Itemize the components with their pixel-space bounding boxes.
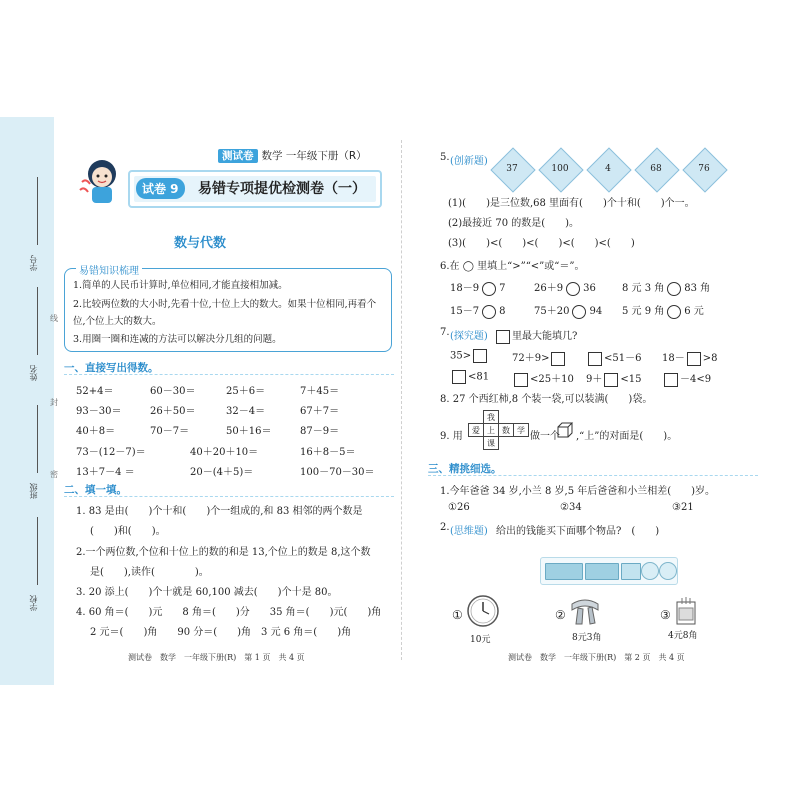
net-cell: 爱 <box>469 424 484 437</box>
choice1-option[interactable]: ①26 <box>448 502 470 513</box>
q5-line[interactable]: (1)( )是三位数,68 里面有( )个十和( )个一。 <box>448 198 695 209</box>
q9-tail[interactable]: ,“上”的对面是( )。 <box>576 431 678 442</box>
calc-item[interactable]: 7＋45＝ <box>300 386 340 397</box>
calc-item[interactable]: 40＋20＋10＝ <box>190 447 259 458</box>
answer-box[interactable] <box>551 352 565 366</box>
compare-circle[interactable] <box>667 282 681 296</box>
scarf-icon <box>568 594 602 626</box>
calc-item[interactable]: 52+4＝ <box>76 386 114 397</box>
item-mark[interactable]: ③ <box>660 608 671 622</box>
net-cell: 学 <box>514 424 529 437</box>
money-display <box>540 557 678 585</box>
calc-item[interactable]: 70－7＝ <box>150 426 190 437</box>
q9-post: 做一个 <box>530 431 560 442</box>
compare-item[interactable]: 26＋9 36 <box>534 283 596 294</box>
q5-line[interactable]: (2)最接近 70 的数是( )。 <box>448 218 580 229</box>
compare-circle[interactable] <box>566 282 580 296</box>
net-cell: 数 <box>499 424 514 437</box>
choice1-text[interactable]: 1.今年爸爸 34 岁,小兰 8 岁,5 年后爸爸和小兰相差( )岁。 <box>440 486 716 497</box>
tip-title: 易错知识梳理 <box>76 262 142 277</box>
bill-icon <box>545 563 583 580</box>
max-fill-item[interactable]: 72＋9> <box>512 349 567 366</box>
mascot-icon <box>72 152 132 208</box>
compare-circle[interactable] <box>667 305 681 319</box>
max-fill-item[interactable]: <51－6 <box>586 349 641 366</box>
tip-line: 2.比较两位数的大小时,先看十位,十位上大的数大。如果十位相同,再看个 <box>73 299 377 310</box>
compare-circle[interactable] <box>482 282 496 296</box>
q6-text: 6.在 ◯ 里填上“>”“<”或“＝”。 <box>440 261 585 272</box>
part1-title: 一、直接写出得数。 <box>64 362 159 374</box>
max-fill-item[interactable]: 18－ >8 <box>662 353 718 364</box>
fill-question[interactable]: 1. 83 是由( )个十和( )个一组成的,和 83 相邻的两个数是 <box>76 506 363 517</box>
calc-item[interactable]: 13＋7－4 ＝ <box>76 467 135 478</box>
fill-question[interactable]: 2 元＝( )角 90 分＝( )角 3 元 6 角＝( )角 <box>90 627 352 638</box>
item-price: 10元 <box>470 635 491 645</box>
bill-icon <box>585 563 619 580</box>
calc-item[interactable]: 16＋8－5＝ <box>300 447 356 458</box>
diamond-value: 4 <box>605 164 611 174</box>
diamond-value: 68 <box>650 164 662 174</box>
section-rule <box>64 374 394 375</box>
binding-sidebar <box>0 117 58 685</box>
compare-circle[interactable] <box>482 305 496 319</box>
section-rule <box>428 475 758 476</box>
choice1-option[interactable]: ③21 <box>672 502 694 513</box>
page-divider <box>401 140 402 660</box>
page-footer: 测试卷 数学 一年级下册(R) 第 1 页 共 4 页 <box>128 653 305 662</box>
calc-item[interactable]: 25＋6＝ <box>226 386 266 397</box>
net-cell: 我 <box>484 411 499 424</box>
cube-net <box>468 410 529 450</box>
calc-item[interactable]: 73－(12－7)＝ <box>76 447 146 458</box>
max-fill-item[interactable]: －4<9 <box>662 370 711 387</box>
compare-item[interactable]: 5 元 9 角 6 元 <box>622 306 704 317</box>
class-label: 班级 <box>29 483 38 499</box>
calc-item[interactable]: 40＋8＝ <box>76 426 116 437</box>
calc-item[interactable]: 26＋50＝ <box>150 406 196 417</box>
choice2-tag: (思维题) <box>450 526 488 537</box>
compare-circle[interactable] <box>572 305 586 319</box>
choice2-text[interactable]: 给出的钱能买下面哪个物品? ( ) <box>496 526 660 537</box>
q7-text: 里最大能填几? <box>494 327 577 344</box>
calc-item[interactable]: 32－4＝ <box>226 406 266 417</box>
answer-box[interactable] <box>473 349 487 363</box>
calc-item[interactable]: 87－9＝ <box>300 426 340 437</box>
choice1-option[interactable]: ②34 <box>560 502 582 513</box>
coin-icon <box>641 562 659 580</box>
net-cell: 课 <box>484 437 499 450</box>
order-slot[interactable]: ( )< <box>570 238 607 249</box>
q7-label: 7. <box>440 327 450 338</box>
part3-title: 三、精挑细选。 <box>428 463 502 475</box>
answer-box[interactable] <box>664 373 678 387</box>
q9-pre: 9. 用 <box>440 431 463 442</box>
matchbox-icon <box>674 596 698 626</box>
fill-question[interactable]: 2.一个两位数,个位和十位上的数的和是 13,个位上的数是 8,这个数 <box>76 547 371 558</box>
calc-item[interactable]: 60－30＝ <box>150 386 196 397</box>
tip-box <box>64 268 392 352</box>
name-label: 姓名 <box>29 365 38 381</box>
paper-number: 试卷 9 <box>136 178 185 199</box>
fill-question[interactable]: 是( ),读作( )。 <box>90 567 209 578</box>
header-tag <box>218 148 367 163</box>
item-price: 4元8角 <box>668 631 698 641</box>
fill-question[interactable]: 4. 60 角＝( )元 8 角＝( )分 35 角＝( )元( )角 <box>76 607 382 618</box>
order-slot[interactable]: ( )< <box>534 238 571 249</box>
answer-box[interactable] <box>588 352 602 366</box>
q5-label: 5. <box>440 152 450 163</box>
calc-item[interactable]: 100－70－30＝ <box>300 467 375 478</box>
q8-text[interactable]: 8. 27 个西红柿,8 个装一袋,可以装满( )袋。 <box>440 394 653 405</box>
answer-box[interactable] <box>687 352 701 366</box>
part2-title: 二、填一填。 <box>64 484 127 496</box>
fill-line[interactable] <box>37 517 38 585</box>
clock-icon <box>466 594 500 628</box>
calc-item[interactable]: 67＋7＝ <box>300 406 340 417</box>
max-fill-item[interactable]: 9＋ <15 <box>586 374 642 385</box>
fill-question[interactable]: ( )和( )。 <box>90 526 166 537</box>
q7-tag: (探究题) <box>450 331 488 342</box>
student-id-label: 学号 <box>29 255 38 271</box>
diamond-value: 100 <box>551 164 569 174</box>
paper-title: 易错专项提优检测卷（一） <box>198 181 366 197</box>
tip-line: 3.用圈一圈和连减的方法可以解决分几组的问题。 <box>73 334 282 345</box>
section-title: 数与代数 <box>173 236 226 251</box>
fill-line[interactable] <box>37 287 38 355</box>
title-banner <box>128 170 382 208</box>
q5-tag: (创新题) <box>450 156 488 167</box>
order-slot[interactable]: ( ) <box>606 238 635 249</box>
fill-line[interactable] <box>37 405 38 473</box>
item-mark[interactable]: ① <box>452 608 463 622</box>
max-fill-item[interactable]: <25＋10 <box>512 370 574 387</box>
cube-icon <box>556 421 574 439</box>
diamond-value: 37 <box>506 164 518 174</box>
cut-mark: 线 <box>50 314 58 323</box>
subject-label: 数学 一年级下册（R） <box>261 150 367 162</box>
compare-item[interactable]: 8 元 3 角 83 角 <box>622 283 711 294</box>
tip-line: 1.简单的人民币计算时,单位相同,才能直接相加减。 <box>73 280 288 291</box>
cut-mark: 密 <box>50 470 58 479</box>
cut-mark: 封 <box>50 398 58 407</box>
tip-line: 位,个位上大的数大。 <box>73 316 162 327</box>
net-cell: 上 <box>484 424 499 437</box>
answer-box[interactable] <box>514 373 528 387</box>
max-fill-item[interactable]: 35> <box>450 349 489 363</box>
order-slot[interactable]: (3)( )< <box>448 238 499 249</box>
order-slot[interactable]: ( )< <box>498 238 535 249</box>
page-footer: 测试卷 数学 一年级下册(R) 第 2 页 共 4 页 <box>508 653 685 662</box>
compare-item[interactable]: 75＋20 94 <box>534 306 603 317</box>
school-label: 学校 <box>29 595 38 611</box>
calc-item[interactable]: 50＋16＝ <box>226 426 272 437</box>
bill-icon <box>621 563 641 580</box>
diamond-value: 76 <box>698 164 710 174</box>
compare-item[interactable]: 18－9 7 <box>450 283 506 294</box>
max-fill-item[interactable]: <81 <box>450 370 489 384</box>
calc-item[interactable]: 93－30＝ <box>76 406 122 417</box>
compare-item[interactable]: 15－7 8 <box>450 306 506 317</box>
section-rule <box>64 496 394 497</box>
answer-box[interactable] <box>604 373 618 387</box>
calc-item[interactable]: 20－(4＋5)＝ <box>190 467 254 478</box>
item-mark[interactable]: ② <box>555 608 566 622</box>
test-badge: 测试卷 <box>218 149 258 163</box>
coin-icon <box>659 562 677 580</box>
q5-order[interactable] <box>448 234 635 249</box>
answer-box[interactable] <box>452 370 466 384</box>
choice2-label: 2. <box>440 522 450 533</box>
fill-question[interactable]: 3. 20 添上( )个十就是 60,100 减去( )个十是 80。 <box>76 587 338 598</box>
item-price: 8元3角 <box>572 633 602 643</box>
